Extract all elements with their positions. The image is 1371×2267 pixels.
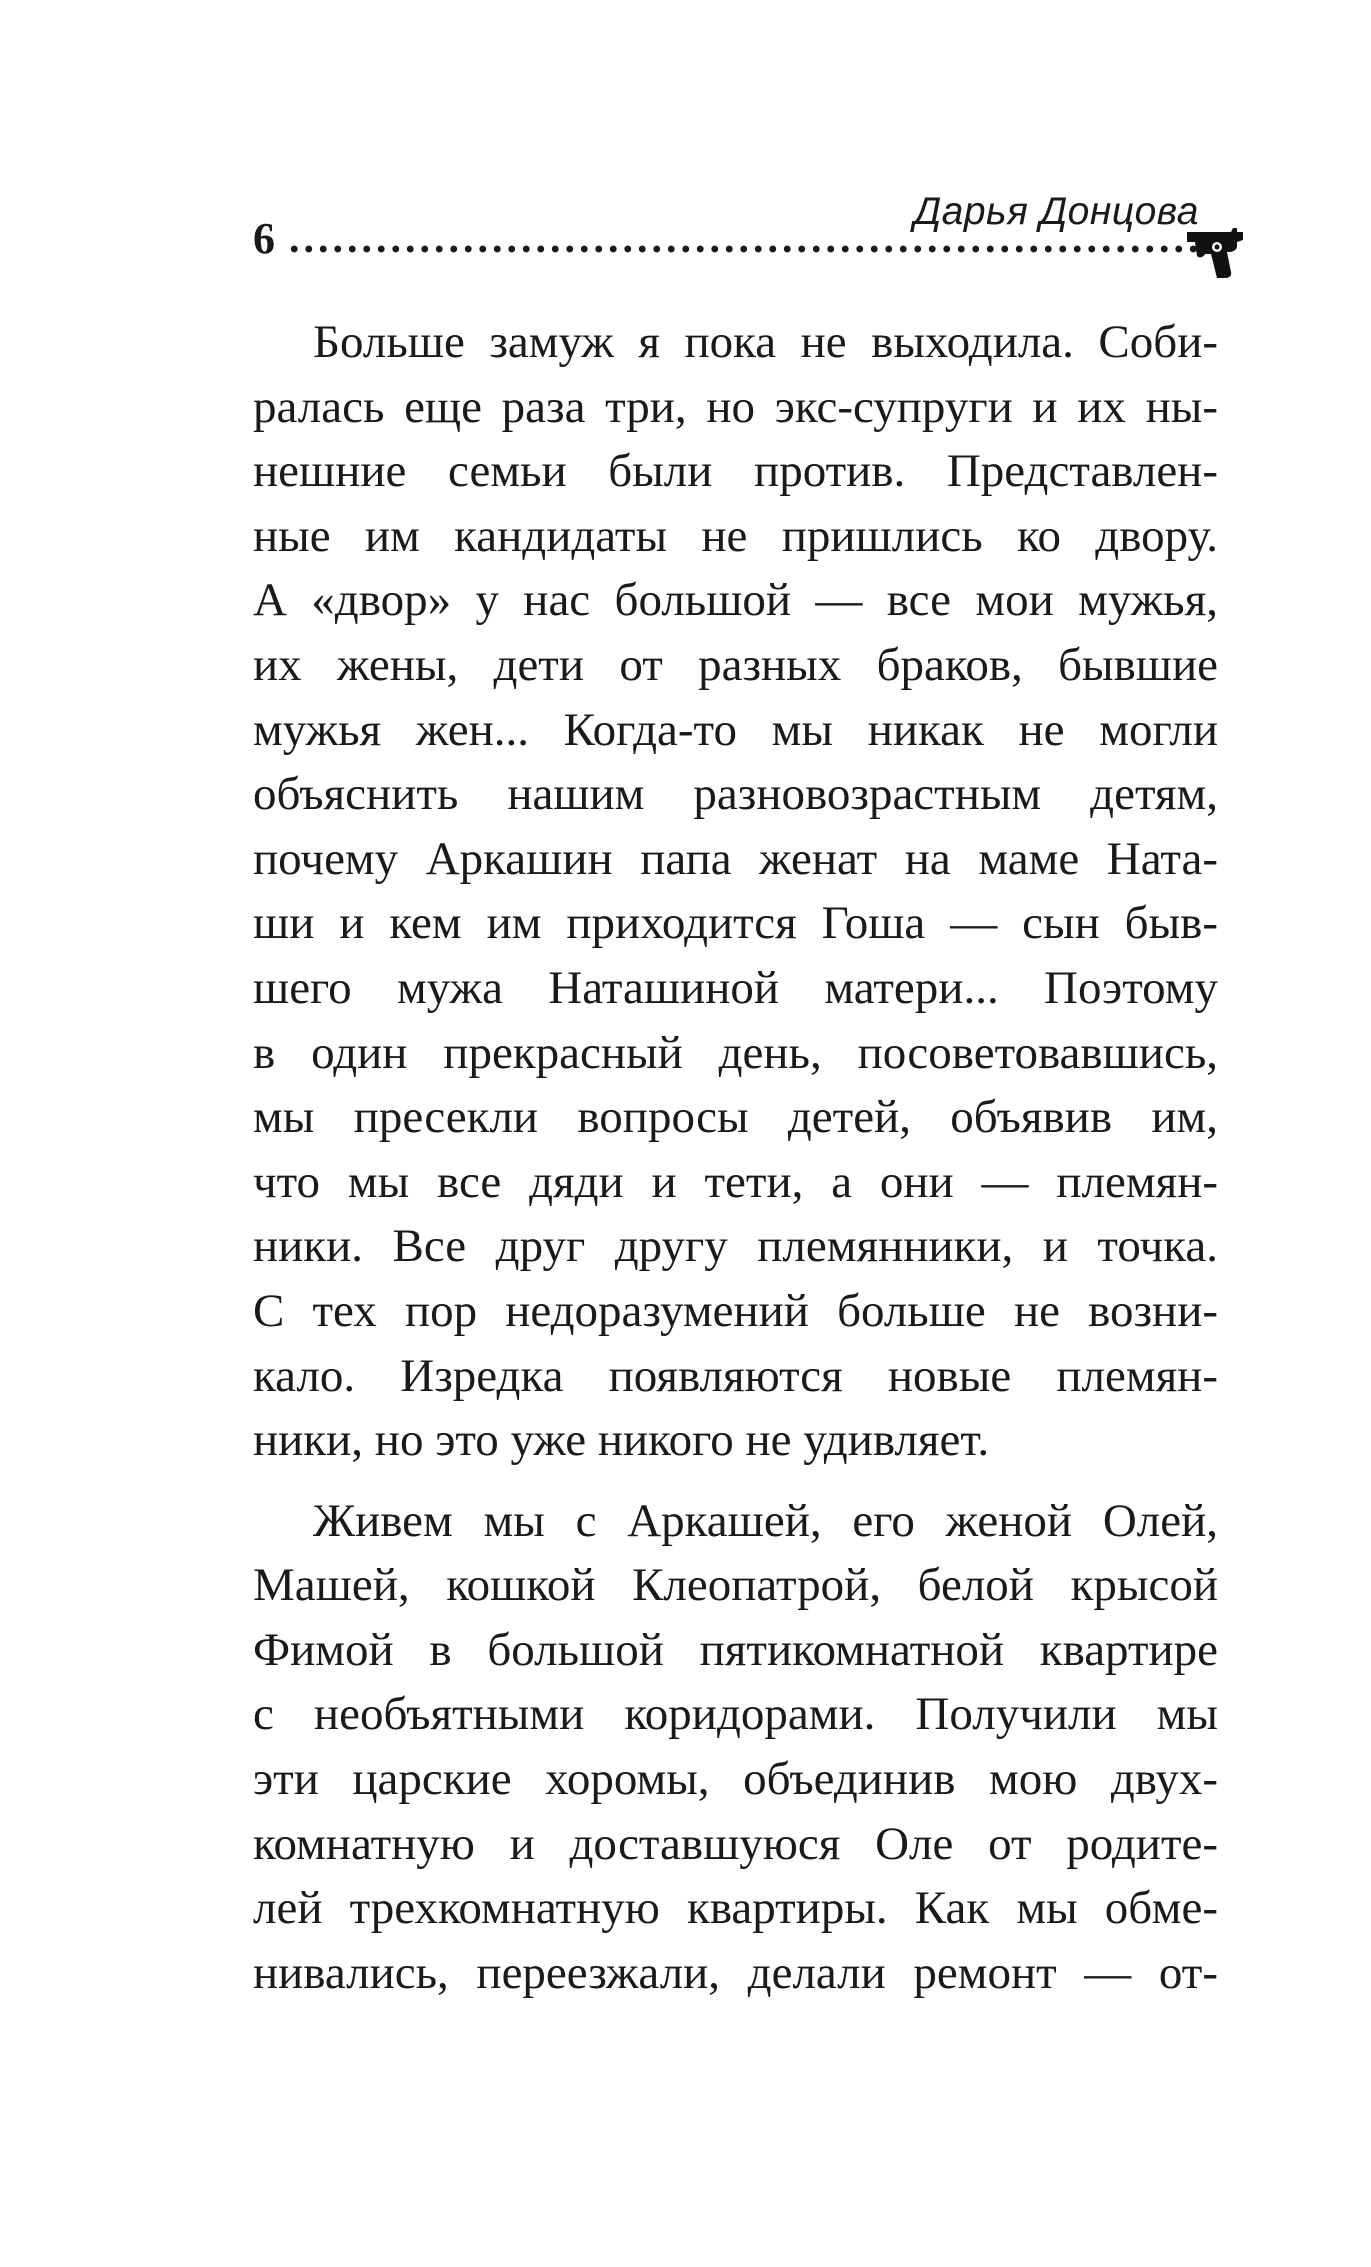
text-line: почему Аркашин папа женат на маме Ната- (253, 832, 1218, 885)
text-line: Фимой в большой пятикомнатной квартире (253, 1623, 1218, 1676)
text-line: нивались, переезжали, делали ремонт — от- (253, 1946, 1218, 1999)
text-line: Живем мы с Аркашей, его женой Олей, (313, 1494, 1218, 1547)
paragraph-1 (253, 310, 1218, 1473)
text-line: нешние семьи были против. Представлен- (253, 445, 1218, 498)
revolver-icon (1187, 228, 1245, 280)
text-line: шего мужа Наташиной матери... Поэтому (253, 961, 1218, 1014)
text-line: эти царские хоромы, объединив мою двух- (253, 1753, 1218, 1806)
text-line: Машей, кошкой Клеопатрой, белой крысой (253, 1559, 1218, 1612)
text-line: мужья жен... Когда-то мы никак не могли (253, 703, 1218, 756)
text-line: ные им кандидаты не пришлись ко двору. (253, 509, 1218, 562)
running-head (253, 190, 1243, 280)
author-name: Дарья Донцова (913, 190, 1199, 233)
text-line: их жены, дети от разных браков, бывшие (253, 638, 1218, 691)
text-line: ники. Все друг другу племянники, и точка. (253, 1220, 1218, 1273)
text-line: ники, но это уже никого не удивляет. (253, 1414, 990, 1467)
text-line: лей трехкомнатную квартиры. Как мы обме- (253, 1882, 1218, 1935)
text-line: комнатную и доставшуюся Оле от родите- (253, 1817, 1218, 1870)
text-line: ши и кем им приходится Гоша — сын быв- (253, 897, 1218, 950)
text-line: объяснить нашим разновозрастным детям, (253, 768, 1218, 821)
text-line: С тех пор недоразумений больше не возни- (253, 1284, 1218, 1337)
text-line: кало. Изредка появляются новые племян- (253, 1349, 1218, 1402)
paragraph-2 (253, 1489, 1218, 2006)
page-number: 6 (253, 214, 275, 263)
text-line: с необъятными коридорами. Получили мы (253, 1688, 1218, 1741)
text-line: мы пресекли вопросы детей, объявив им, (253, 1091, 1218, 1144)
text-line: А «двор» у нас большой — все мои мужья, (253, 574, 1218, 627)
paragraph-gap (253, 1473, 1218, 1489)
text-line: что мы все дяди и тети, а они — племян- (253, 1155, 1218, 1208)
body-text (253, 310, 1218, 2005)
text-line: ралась еще раза три, но экс-супруги и их ны- (253, 380, 1218, 433)
text-line: в один прекрасный день, посоветовавшись, (253, 1026, 1218, 1079)
dot-leader (287, 244, 1213, 254)
text-line: Больше замуж я пока не выходила. Соби- (313, 316, 1218, 368)
